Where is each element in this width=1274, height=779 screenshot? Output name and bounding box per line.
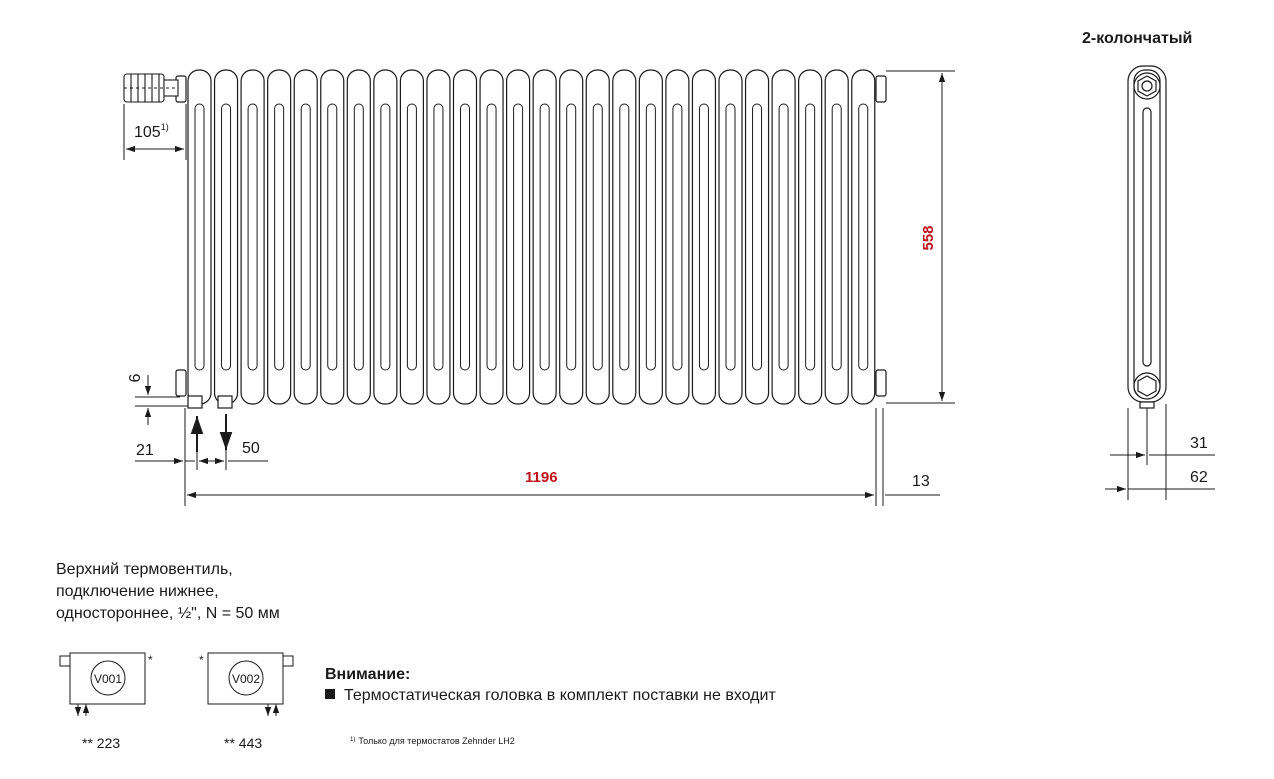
variant-v001-marker: * [148, 653, 153, 667]
dimension-left-connections [135, 408, 268, 506]
radiator-column-inner [434, 104, 443, 370]
radiator-column-inner [222, 104, 231, 370]
radiator-column-inner [779, 104, 788, 370]
valve-offset-label: 105$^{1)}$ [134, 122, 169, 141]
notice-title: Внимание: [325, 666, 411, 683]
radiator-column-inner [620, 104, 629, 370]
radiator-column-inner [593, 104, 602, 370]
variant-v001-code: V001 [93, 672, 123, 686]
radiator-column-inner [487, 104, 496, 370]
radiator-front-view [188, 70, 875, 404]
footnote [350, 736, 515, 746]
radiator-column-inner [461, 104, 470, 370]
radiator-column-inner [726, 104, 735, 370]
notice-item-text: Термостатическая головка в комплект поставки не входит [344, 687, 776, 704]
caption-line-3: одностороннее, ½", N = 50 мм [56, 605, 280, 622]
radiator-column-inner [301, 104, 310, 370]
radiator-column-inner [195, 104, 204, 370]
radiator-column-inner [806, 104, 815, 370]
radiator-column-inner [381, 104, 390, 370]
radiator-column-inner [328, 104, 337, 370]
radiator-column-inner [407, 104, 416, 370]
notice-item [325, 685, 776, 707]
depth-total-label: 62 [1190, 469, 1208, 486]
thermostat-valve-icon [124, 74, 178, 102]
footnote-text: Только для термостатов Zehnder LH2 [358, 736, 515, 746]
variant-v001-note: ** 223 [82, 735, 121, 751]
variant-v002-note: ** 443 [224, 735, 263, 751]
length-label: 1196 [525, 469, 558, 486]
connection-spacing-label: 50 [242, 440, 260, 457]
radiator-column-inner [514, 104, 523, 370]
radiator-side-view [1128, 66, 1166, 408]
caption-line-1: Верхний термовентиль, [56, 561, 233, 578]
notice-block [325, 665, 776, 707]
radiator-column-inner [753, 104, 762, 370]
variant-v002-marker: * [199, 653, 204, 667]
square-bullet-icon [325, 689, 335, 699]
radiator-column-inner [540, 104, 549, 370]
right-offset-label: 13 [912, 473, 930, 490]
side-view-title: 2-колончатый [1082, 30, 1193, 47]
radiator-column-inner [248, 104, 257, 370]
radiator-column-inner [699, 104, 708, 370]
depth-inner-label: 31 [1190, 435, 1208, 452]
radiator-column-inner [275, 104, 284, 370]
radiator-column-inner [567, 104, 576, 370]
dimension-length [187, 408, 940, 506]
radiator-column-inner [859, 104, 868, 370]
connection-caption [56, 559, 280, 625]
caption-line-2: подключение нижнее, [56, 583, 219, 600]
connection-flow-arrows [197, 414, 226, 452]
bottom-offset-label: 6 [127, 373, 144, 383]
left-offset-label: 21 [136, 442, 154, 459]
radiator-column-inner [832, 104, 841, 370]
variant-v002-code: V002 [231, 672, 261, 686]
height-label: 558 [920, 225, 937, 251]
radiator-column-inner [673, 104, 682, 370]
footnote-marker: 1) [350, 737, 356, 743]
radiator-column-inner [354, 104, 363, 370]
radiator-column-inner [646, 104, 655, 370]
